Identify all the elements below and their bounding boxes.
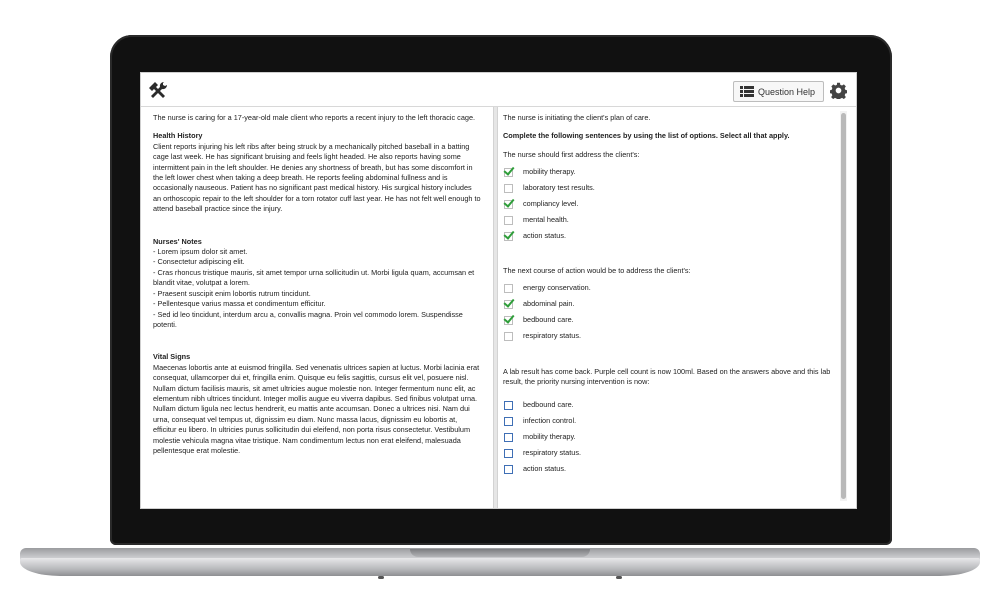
option-checkbox[interactable] — [503, 281, 835, 297]
checkbox[interactable] — [504, 465, 513, 474]
nurses-note-item: - Praesent suscipit enim lobortis rutrum tincidunt. — [153, 288, 311, 298]
option-label[interactable]: abdominal pain. — [523, 299, 575, 309]
checkbox[interactable] — [504, 284, 513, 293]
option-label[interactable]: infection control. — [523, 416, 577, 426]
part3-options — [503, 397, 835, 477]
laptop-foot — [378, 576, 384, 579]
question-help-button[interactable] — [733, 81, 824, 102]
tools-icon[interactable] — [149, 81, 169, 101]
option-checkbox[interactable] — [503, 164, 835, 180]
option-checkbox[interactable] — [503, 429, 835, 445]
checkbox[interactable] — [504, 184, 513, 193]
nurses-note-item: - Lorem ipsum dolor sit amet. — [153, 247, 248, 257]
option-label[interactable]: action status. — [523, 464, 566, 474]
question-panel — [501, 107, 837, 507]
option-checkbox[interactable] — [503, 329, 835, 345]
nurses-notes-heading: Nurses' Notes — [153, 236, 202, 246]
laptop-notch — [410, 549, 590, 557]
checkbox[interactable] — [504, 232, 513, 241]
laptop-base — [20, 558, 980, 576]
checkbox[interactable] — [504, 417, 513, 426]
checkbox[interactable] — [504, 300, 513, 309]
option-checkbox[interactable] — [503, 313, 835, 329]
option-label[interactable]: respiratory status. — [523, 331, 581, 341]
vital-signs-heading: Vital Signs — [153, 352, 191, 362]
scenario-panel — [141, 107, 493, 509]
question-instruction: Complete the following sentences by using the list of options. Select all that apply. — [503, 131, 790, 141]
checkbox[interactable] — [504, 401, 513, 410]
option-label[interactable]: compliancy level. — [523, 199, 579, 209]
option-label[interactable]: bedbound care. — [523, 400, 574, 410]
checkbox[interactable] — [504, 332, 513, 341]
option-label[interactable]: bedbound care. — [523, 315, 574, 325]
option-checkbox[interactable] — [503, 297, 835, 313]
option-checkbox[interactable] — [503, 180, 835, 196]
scrollbar-thumb[interactable] — [841, 113, 846, 499]
panel-divider[interactable] — [493, 107, 498, 509]
gear-icon[interactable] — [830, 82, 847, 99]
option-checkbox[interactable] — [503, 228, 835, 244]
option-label[interactable]: mental health. — [523, 215, 569, 225]
option-label[interactable]: energy conservation. — [523, 283, 591, 293]
option-label[interactable]: mobility therapy. — [523, 167, 576, 177]
nurses-note-item: - Cras rhoncus tristique mauris, sit amet tempor urna sollicitudin ut. Morbi ligula quam, accumsan et blandit vitae, volutpat a lorem. — [153, 267, 475, 288]
option-checkbox[interactable] — [503, 445, 835, 461]
part2-prompt: The next course of action would be to address the client's: — [503, 266, 691, 276]
nurses-note-item: - Pellentesque varius massa et condimentum efficitur. — [153, 299, 326, 309]
checkbox[interactable] — [504, 168, 513, 177]
health-history-heading: Health History — [153, 131, 203, 141]
app-screen — [140, 72, 857, 509]
toolbar — [141, 73, 856, 107]
part1-options — [503, 164, 835, 244]
option-checkbox[interactable] — [503, 212, 835, 228]
scenario-intro: The nurse is caring for a 17-year-old male client who reports a recent injury to the left thoracic cage. — [153, 113, 476, 122]
part3-prompt: A lab result has come back. Purple cell count is now 100ml. Based on the answers above and this lab result, the priority nursing intervention is now: — [503, 366, 831, 387]
option-label[interactable]: action status. — [523, 231, 566, 241]
nurses-note-item: - Consectetur adipiscing elit. — [153, 257, 245, 267]
option-checkbox[interactable] — [503, 413, 835, 429]
checkbox[interactable] — [504, 433, 513, 442]
option-label[interactable]: respiratory status. — [523, 448, 581, 458]
health-history-text: Client reports injuring his left ribs after being struck by a mechanically pitched baseball in a batting cage last week. He has significant bruising and feels light headed. He also reports having some intermittent pain in the left shoulder. He denies any shortness of breath, but has some discomfort in the left lower chest when taking a deep breath. He reports feeling abdominal fullness and is occasionally nauseous. Patient has no significant past medical history. His surgical history includes an orthoscopic repair to the left shoulder for a torn rotator cuff last year. He has not felt well enough to attend baseball practice since the injury. — [153, 141, 481, 214]
nurses-note-item: - Sed id leo tincidunt, interdum arcu a, convallis magna. Proin vel commodo lorem. Suspendisse potenti. — [153, 309, 463, 329]
option-checkbox[interactable] — [503, 397, 835, 413]
checkbox[interactable] — [504, 316, 513, 325]
part1-prompt: The nurse should first address the client's: — [503, 149, 640, 159]
option-label[interactable]: mobility therapy. — [523, 432, 576, 442]
checkbox[interactable] — [504, 216, 513, 225]
part2-options — [503, 281, 835, 345]
option-checkbox[interactable] — [503, 461, 835, 477]
option-checkbox[interactable] — [503, 196, 835, 212]
vital-signs-text: Maecenas lobortis ante at euismod fringilla. Sed venenatis ultrices sapien at luctus. Morbi lacinia erat consequat, ullamcorper dui et, fringilla enim. Quisque eu felis sagittis, cursus elit vel, posuere nisl. Nullam dictum facilisis mauris, sit amet ultricies augue molestie non. Integer fermentum nunc elit, ac elementum nibh ultrices tincidunt. Integer mollis augue eu viverra dapibus. Sed finibus volutpat urna. Nullam dictum ligula nec lectus hendrerit, eu mattis ante accumsan. Donec a ultrices nisi. Nam dui urna, consequat vel tempus ut, dignissim eu diam. Nunc massa lacus, dignissim eu lobortis at, efficitur eu libero. In ultricies purus sollicitudin dui eleifend, non porta risus consectetur. Vestibulum molestie vehicula magna vitae tristique. Nam condimentum lectus non erat eleifend, malesuada pellentesque erat molestie. — [153, 362, 480, 455]
option-label[interactable]: laboratory test results. — [523, 183, 595, 193]
list-icon — [740, 86, 754, 97]
checkbox[interactable] — [504, 200, 513, 209]
question-help-label: Question Help — [758, 86, 816, 97]
question-intro: The nurse is initiating the client's plan of care. — [503, 113, 651, 122]
laptop-foot — [616, 576, 622, 579]
checkbox[interactable] — [504, 449, 513, 458]
